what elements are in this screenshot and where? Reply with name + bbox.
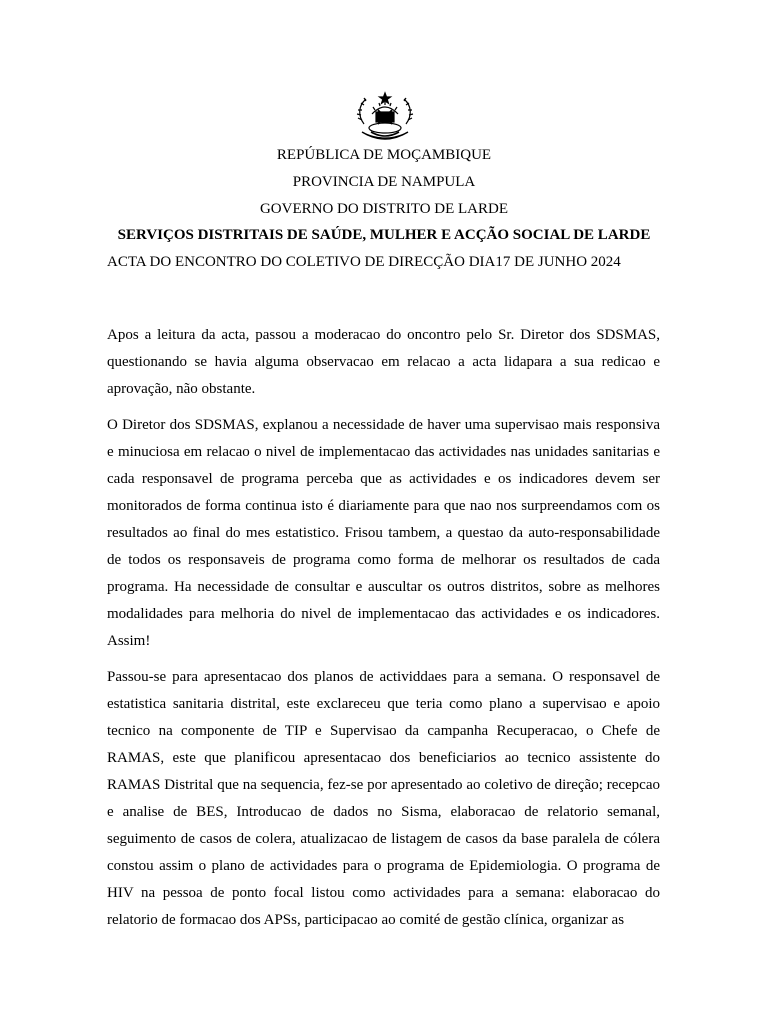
country-heading: REPÚBLICA DE MOÇAMBIQUE: [276, 147, 492, 163]
paragraph: Passou-se para apresentacao dos planos de actividdaes para a semana. O responsavel de estatistica sanitaria distrital, este exclareceu que teria como plano a supervisao e apoio tecnico na componente de TIP e Supervisao da campanha Recuperacao, o Chefe de RAMAS, este que planificou apresentacao dos beneficiarios ao tecnico assistente do RAMAS Distrital que na sequencia, fez-se por apresentado ao coletivo de direção; recepcao e analise de BES, Introducao de dados no Sisma, elaboracao de relatorio semanal, seguimento de casos de colera, atualizacao de listagem de casos da base paralela de cólera constou assim o plano de actividades para o programa de Epidemiologia. O programa de HIV na pessoa de ponto focal listou como actividades para a semana: elaboracao do relatorio de formacao dos APSs, participacao ao comité de gestão clínica, organizar as: [107, 669, 660, 928]
document-body: [107, 322, 660, 943]
government-heading: GOVERNO DO DISTRITO DE LARDE: [259, 201, 509, 217]
paragraph: O Diretor dos SDSMAS, explanou a necessidade de haver uma supervisao mais responsiva e minuciosa em relacao o nivel de implementacao das actividades nas unidades sanitarias e cada responsavel de programa perceba que as actividades e os indicadores devem ser monitorados de forma continua isto é diariamente para que nao nos surpreendamos com os resultados ao final do mes estatistico. Frisou tambem, a questao da auto-responsabilidade de todos os responsaveis de programa como forma de melhorar os resultados de cada programa. Ha necessidade de consultar e auscultar os outros distritos, sobre as melhores modalidades para melhoria do nivel de implementacao das actividades e os indicadores. Assim!: [107, 417, 660, 649]
service-heading: SERVIÇOS DISTRITAIS DE SAÚDE, MULHER E ACÇÃO SOCIAL DE LARDE: [117, 227, 651, 243]
coat-of-arms-emblem: [354, 90, 416, 142]
paragraph: Apos a leitura da acta, passou a moderacao do oncontro pelo Sr. Diretor dos SDSMAS, questionando se havia alguma observacao em relacao a acta lidapara a sua redicao e aprovação, não obstante.: [107, 327, 660, 397]
province-heading: PROVINCIA DE NAMPULA: [292, 174, 476, 190]
acta-title: ACTA DO ENCONTRO DO COLETIVO DE DIRECÇÃO DIA17 DE JUNHO 2024: [107, 254, 621, 270]
